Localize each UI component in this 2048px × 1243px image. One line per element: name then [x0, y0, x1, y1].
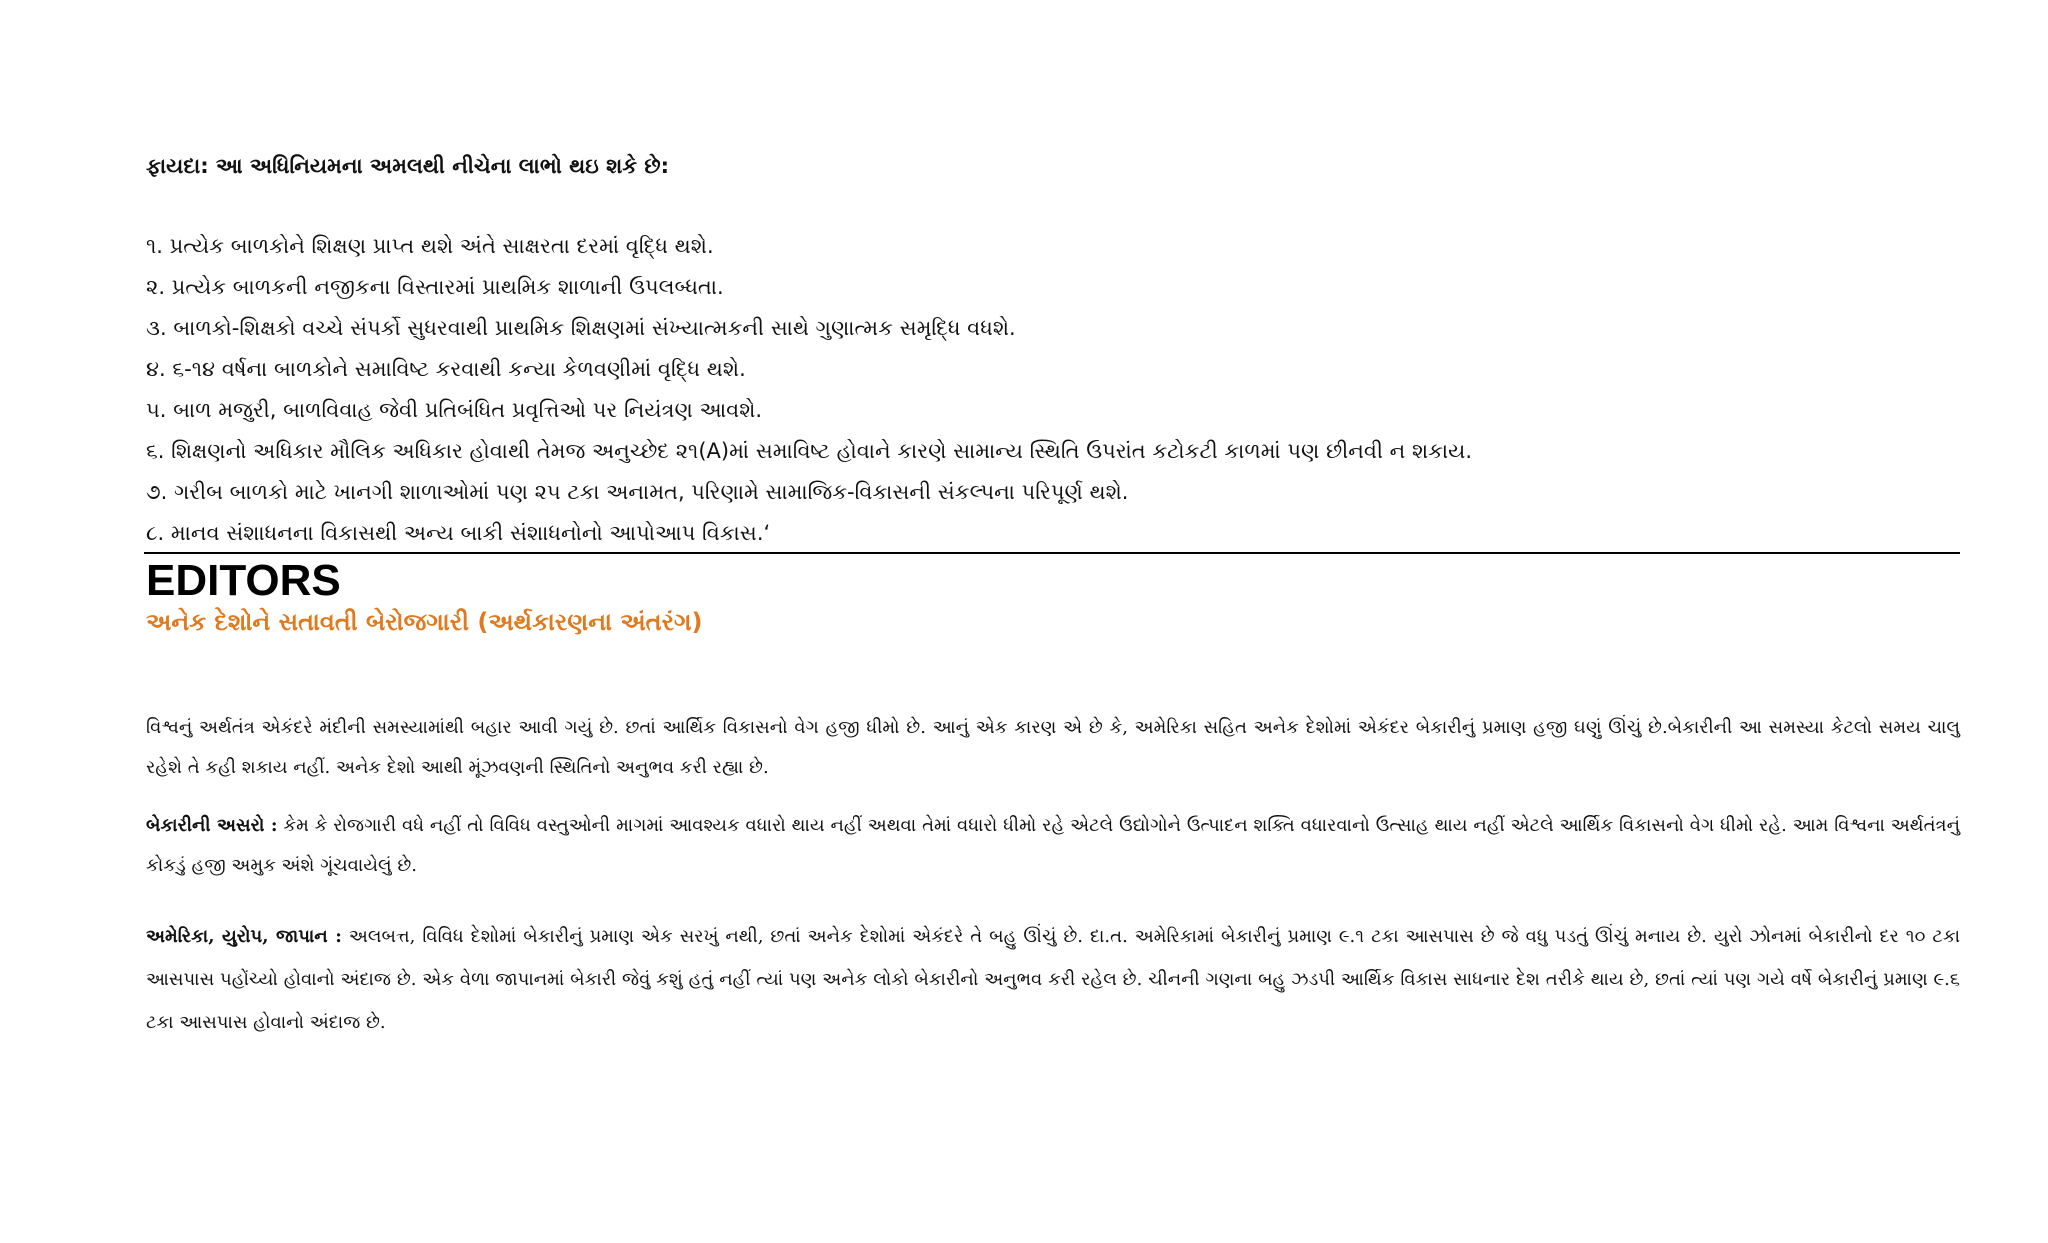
effects-paragraph: [146, 806, 1960, 886]
section-title: EDITORS: [146, 556, 341, 605]
benefit-item-5: ૫. બાળ મજુરી, બાળવિવાહ જેવી પ્રતિબંધિત પ્રવૃત્તિઓ પર નિયંત્રણ આવશે.: [146, 398, 763, 422]
benefit-item-4: ૪. ૬-૧૪ વર્ષના બાળકોને સમાવિષ્ટ કરવાથી કન્યા કેળવણીમાં વૃદ્ધિ થશે.: [146, 357, 746, 381]
article-title: અનેક દેશોને સતાવતી બેરોજગારી (અર્થકારણના અંતરંગ): [146, 608, 703, 636]
regions-text: અલબત્ત, વિવિધ દેશોમાં બેકારીનું પ્રમાણ એક સરખું નથી, છતાં અનેક દેશોમાં એકંદરે તે બહુ ઊંચું છે. દા.ત. અમેરિકામાં બેકારીનું પ્રમાણ ૯.૧ ટકા આસપાસ છે જે વધુ પડતું ઊંચું મનાય છે. યુરો ઝોનમાં બેકારીનો દર ૧૦ ટકા આસપાસ પહોંચ્યો હોવાનો અંદાજ છે. એક વેળા જાપાનમાં બેકારી જેવું કશું હતું નહીં ત્યાં પણ અનેક લોકો બેકારીનો અનુભવ કરી રહેલ છે. ચીનની ગણના બહુ ઝડપી આર્થિક વિકાસ સાધનાર દેશ તરીકે થાય છે, છતાં ત્યાં પણ ગયે વર્ષે બેકારીનું પ્રમાણ ૯.૬ ટકા આસપાસ હોવાનો અંદાજ છે.: [146, 926, 1960, 1033]
benefit-item-6: ૬. શિક્ષણનો અધિકાર મૌલિક અધિકાર હોવાથી તેમજ અનુચ્છેદ ૨૧(A)માં સમાવિષ્ટ હોવાને કારણે સામાન્ય સ્થિતિ ઉપરાંત કટોકટી કાળમાં પણ છીનવી ન શકાય.: [146, 439, 1472, 463]
section-divider: [144, 552, 1960, 554]
benefits-list: [146, 226, 1472, 554]
benefit-item-2: ૨. પ્રત્યેક બાળકની નજીકના વિસ્તારમાં પ્રાથમિક શાળાની ઉપલબ્ધતા.: [146, 275, 724, 299]
benefit-item-8: ૮. માનવ સંશાધનના વિકાસથી અન્ય બાકી સંશાધનોનો આપોઆપ વિકાસ.‘: [146, 521, 771, 545]
regions-paragraph: [146, 915, 1960, 1044]
effects-text: કેમ કે રોજગારી વધે નહીં તો વિવિધ વસ્તુઓની માગમાં આવશ્યક વધારો થાય નહીં અથવા તેમાં વધારો ધીમો રહે એટલે ઉદ્યોગોને ઉત્પાદન શક્તિ વધારવાનો ઉત્સાહ થાય નહીં એટલે આર્થિક વિકાસનો વેગ ધીમો રહે. આમ વિશ્વના અર્થતંત્રનું કોકડું હજી અમુક અંશે ગૂંચવાયેલું છે.: [146, 815, 1960, 876]
effects-lead: બેકારીની અસરો :: [146, 815, 278, 836]
benefit-item-1: ૧. પ્રત્યેક બાળકોને શિક્ષણ પ્રાપ્ત થશે અંતે સાક્ષરતા દરમાં વૃદ્ધિ થશે.: [146, 234, 714, 258]
benefit-item-7: ૭. ગરીબ બાળકો માટે ખાનગી શાળાઓમાં પણ ૨૫ ટકા અનામત, પરિણામે સામાજિક-વિકાસની સંકલ્પના પરિપૂર્ણ થશે.: [146, 480, 1129, 504]
regions-lead: અમેરિકા, યુરોપ, જાપાન :: [146, 926, 342, 947]
article-intro-paragraph: વિશ્વનું અર્થતંત્ર એકંદરે મંદીની સમસ્યામાંથી બહાર આવી ગયું છે. છતાં આર્થિક વિકાસનો વેગ હજી ધીમો છે. આનું એક કારણ એ છે કે, અમેરિકા સહિત અનેક દેશોમાં એકંદર બેકારીનું પ્રમાણ હજી ઘણું ઊંચું છે.બેકારીની આ સમસ્યા કેટલો સમય ચાલુ રહેશે તે કહી શકાય નહીં. અનેક દેશો આથી મૂંઝવણની સ્થિતિનો અનુભવ કરી રહ્યા છે.: [146, 717, 1960, 778]
benefits-heading: ફાયદા: આ અધિનિયમના અમલથી નીચેના લાભો થઇ શકે છે:: [146, 154, 670, 178]
benefit-item-3: ૩. બાળકો-શિક્ષકો વચ્ચે સંપર્કો સુધરવાથી પ્રાથમિક શિક્ષણમાં સંખ્યાત્મકની સાથે ગુણાત્મક સમૃદ્ધિ વધશે.: [146, 316, 1016, 340]
